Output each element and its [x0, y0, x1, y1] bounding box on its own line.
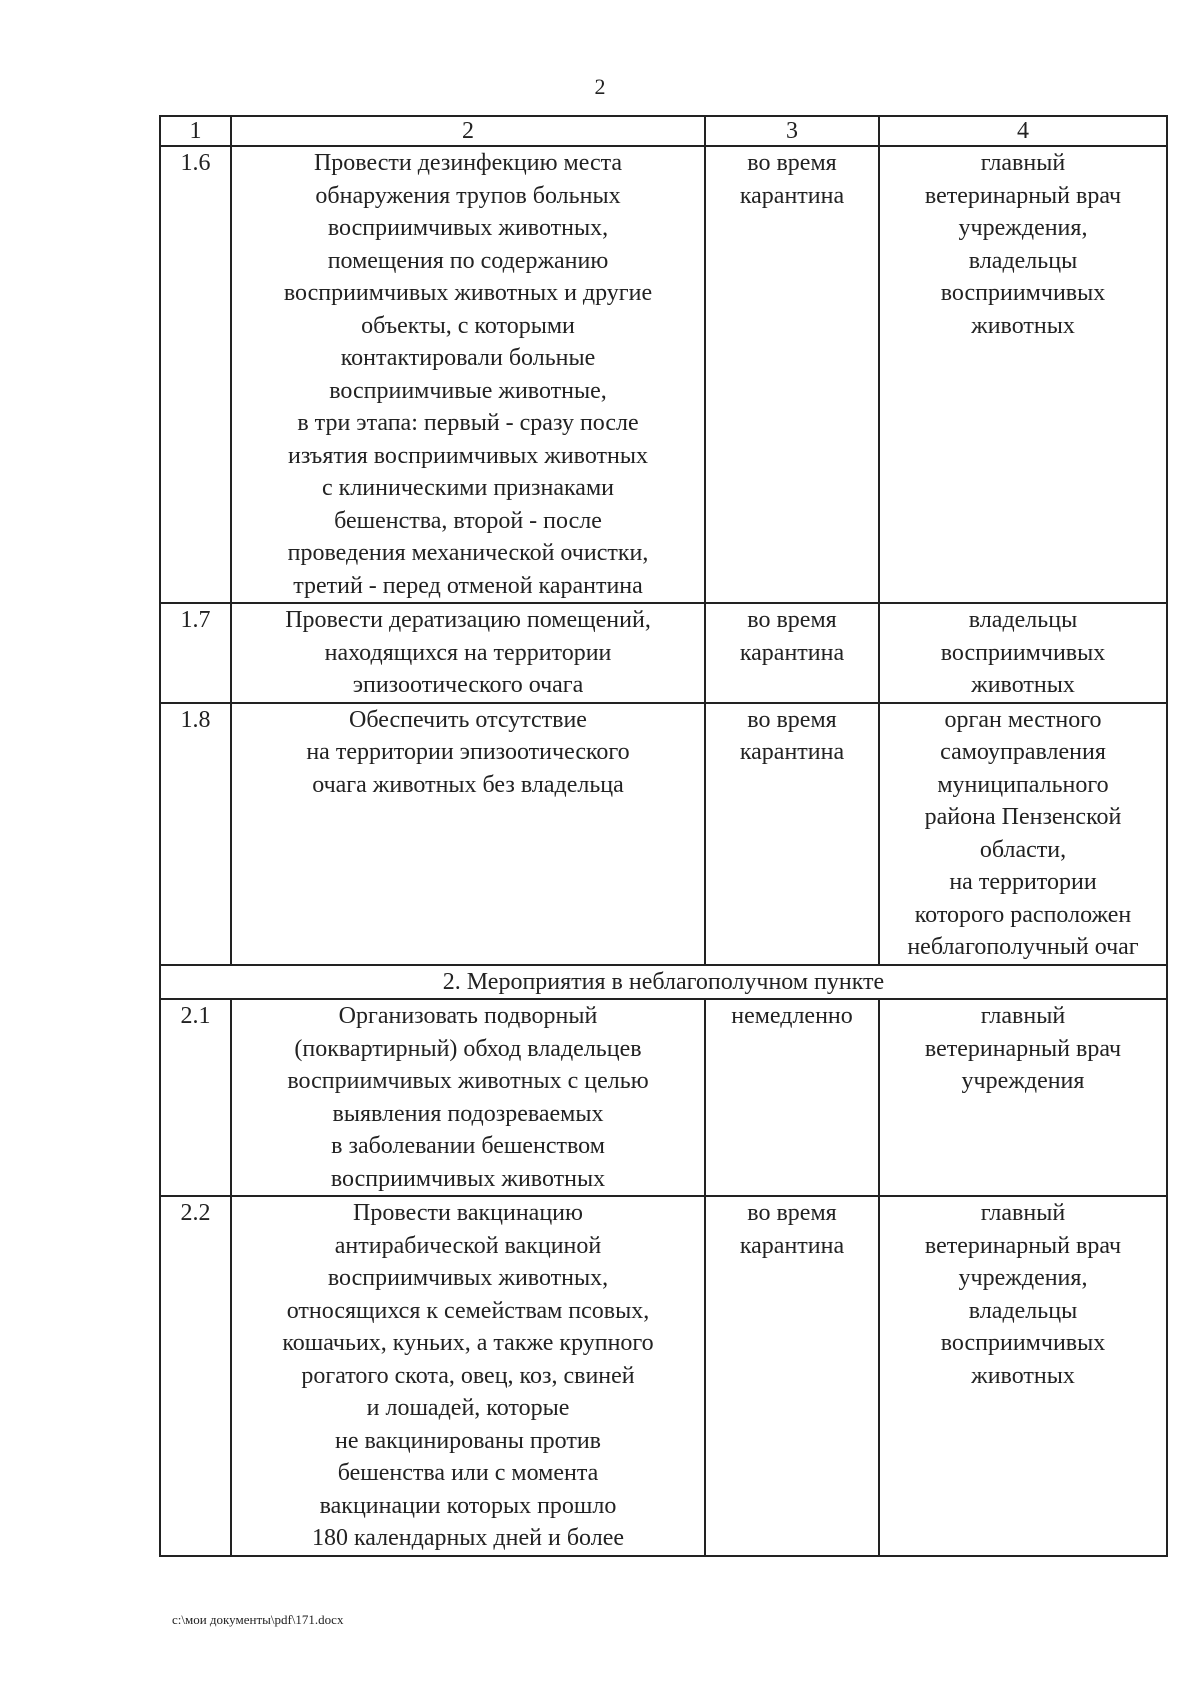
section-heading-text: 2. Мероприятия в неблагополучном пункте	[442, 968, 885, 995]
responsible-cell-line: учреждения,	[958, 215, 1088, 241]
item-number	[160, 999, 231, 1196]
table-header-row	[160, 116, 1167, 146]
action-cell-line: восприимчивых животных	[330, 1165, 606, 1192]
action-cell-line: в три этапа: первый - сразу после	[297, 410, 639, 436]
responsible-cell-line: владельцы	[968, 1297, 1078, 1324]
action-cell-line: восприимчивых животных и другие	[283, 280, 653, 306]
item-number	[160, 1196, 231, 1556]
action-cell-line: Провести дератизацию помещений,	[285, 607, 651, 633]
table-row	[160, 146, 1167, 603]
action-cell-line: антирабической вакциной	[334, 1232, 602, 1259]
action-cell-line: изъятия восприимчивых животных	[288, 442, 648, 469]
action-cell	[231, 999, 705, 1196]
section-heading	[160, 965, 1167, 1000]
header-col-4: 4	[879, 116, 1167, 146]
responsible-cell-line: области,	[979, 836, 1067, 863]
item-number-text: 1.6	[180, 150, 211, 176]
table-row	[160, 1196, 1167, 1556]
responsible-cell-line: владельцы	[968, 607, 1078, 633]
item-number	[160, 146, 231, 603]
item-number-text: 2.2	[180, 1200, 211, 1226]
term-cell-line: немедленно	[731, 1003, 853, 1029]
action-cell	[231, 1196, 705, 1556]
responsible-cell-line: ветеринарный врач	[924, 1035, 1122, 1062]
measures-table	[159, 115, 1168, 1557]
action-cell-line: на территории эпизоотического	[306, 739, 630, 765]
action-cell-line: относящихся к семействам псовых,	[286, 1297, 650, 1324]
responsible-cell-line: самоуправления	[940, 739, 1106, 765]
term-cell	[705, 603, 879, 703]
responsible-cell-line: орган местного	[944, 706, 1102, 733]
action-cell-line: бешенства или с момента	[337, 1460, 599, 1486]
action-cell	[231, 603, 705, 703]
action-cell-line: Провести дезинфекцию места	[313, 150, 623, 176]
action-cell-line: кошачьих, куньих, а также крупного	[282, 1330, 654, 1356]
action-cell-line: восприимчивых животных с целью	[287, 1068, 649, 1094]
responsible-cell-line: восприимчивых	[940, 639, 1106, 666]
term-cell-line: карантина	[739, 639, 845, 666]
responsible-cell-line: которого расположен	[914, 901, 1132, 928]
action-cell-line: рогатого скота, овец, коз, свиней	[301, 1362, 635, 1389]
action-cell-line: не вакцинированы против	[334, 1427, 602, 1454]
action-cell-line: с клиническими признаками	[322, 475, 614, 501]
page-number: 2	[594, 74, 606, 99]
action-cell-line: и лошадей, которые	[366, 1395, 570, 1421]
term-cell-line: во время	[747, 706, 837, 733]
term-cell-line: карантина	[739, 739, 845, 765]
header-col-1: 1	[160, 116, 231, 146]
item-number	[160, 703, 231, 965]
responsible-cell-line: главный	[980, 1003, 1066, 1029]
responsible-cell-line: ветеринарный врач	[924, 182, 1122, 209]
responsible-cell-line: животных	[971, 312, 1075, 339]
responsible-cell	[879, 703, 1167, 965]
action-cell-line: эпизоотического очага	[352, 672, 584, 698]
action-cell-line: очага животных без владельца	[312, 771, 624, 798]
action-cell-line: восприимчивых животных,	[327, 215, 609, 241]
action-cell-line: проведения механической очистки,	[287, 540, 649, 566]
responsible-cell-line: муниципального	[937, 771, 1109, 798]
action-cell-line: помещения по содержанию	[327, 247, 609, 274]
responsible-cell-line: на территории	[949, 869, 1097, 895]
responsible-cell-line: района Пензенской	[924, 804, 1122, 830]
term-cell	[705, 1196, 879, 1556]
term-cell-line: карантина	[739, 182, 845, 209]
action-cell-line: восприимчивые животные,	[329, 377, 607, 404]
action-cell-line: восприимчивых животных,	[327, 1265, 609, 1291]
term-cell-line: во время	[747, 1200, 837, 1226]
action-cell-line: находящихся на территории	[324, 639, 612, 666]
responsible-cell-line: ветеринарный врач	[924, 1232, 1122, 1259]
term-cell	[705, 146, 879, 603]
table-row	[160, 999, 1167, 1196]
action-cell	[231, 146, 705, 603]
action-cell-line: Организовать подворный	[338, 1003, 598, 1029]
term-cell	[705, 999, 879, 1196]
item-number-text: 1.8	[180, 706, 211, 733]
responsible-cell-line: главный	[980, 1200, 1066, 1226]
responsible-cell	[879, 146, 1167, 603]
action-cell-line: объекты, с которыми	[361, 312, 575, 339]
responsible-cell-line: владельцы	[968, 247, 1078, 274]
action-cell-line: 180 календарных дней и более	[311, 1525, 625, 1551]
section-row	[160, 965, 1167, 1000]
action-cell-line: Провести вакцинацию	[353, 1200, 583, 1226]
term-cell-line: карантина	[739, 1232, 845, 1259]
footer-file-path: c:\мои документы\pdf\171.docx	[172, 1612, 344, 1627]
item-number-text: 2.1	[180, 1003, 211, 1029]
action-cell-line: третий - перед отменой карантина	[293, 572, 643, 599]
responsible-cell-line: животных	[971, 1362, 1075, 1389]
term-cell-line: во время	[747, 150, 837, 176]
action-cell-line: выявления подозреваемых	[332, 1100, 604, 1127]
action-cell-line: (поквартирный) обход владельцев	[294, 1035, 642, 1062]
action-cell-line: Обеспечить отсутствие	[349, 706, 587, 733]
responsible-cell-line: неблагополучный очаг	[907, 934, 1139, 960]
header-col-2: 2	[231, 116, 705, 146]
action-cell-line: обнаружения трупов больных	[315, 182, 621, 209]
header-col-3: 3	[705, 116, 879, 146]
responsible-cell-line: главный	[980, 150, 1066, 176]
responsible-cell	[879, 603, 1167, 703]
action-cell	[231, 703, 705, 965]
responsible-cell-line: учреждения,	[958, 1265, 1088, 1291]
action-cell-line: вакцинации которых прошло	[319, 1492, 617, 1519]
action-cell-line: контактировали больные	[340, 345, 596, 371]
responsible-cell	[879, 999, 1167, 1196]
table-row	[160, 703, 1167, 965]
responsible-cell-line: восприимчивых	[940, 1330, 1106, 1356]
item-number	[160, 603, 231, 703]
action-cell-line: в заболевании бешенством	[331, 1133, 605, 1159]
action-cell-line: бешенства, второй - после	[334, 507, 602, 534]
responsible-cell-line: учреждения	[961, 1068, 1085, 1094]
responsible-cell-line: животных	[971, 672, 1075, 698]
term-cell	[705, 703, 879, 965]
responsible-cell	[879, 1196, 1167, 1556]
item-number-text: 1.7	[180, 607, 211, 633]
term-cell-line: во время	[747, 607, 837, 633]
responsible-cell-line: восприимчивых	[940, 280, 1106, 306]
table-row	[160, 603, 1167, 703]
